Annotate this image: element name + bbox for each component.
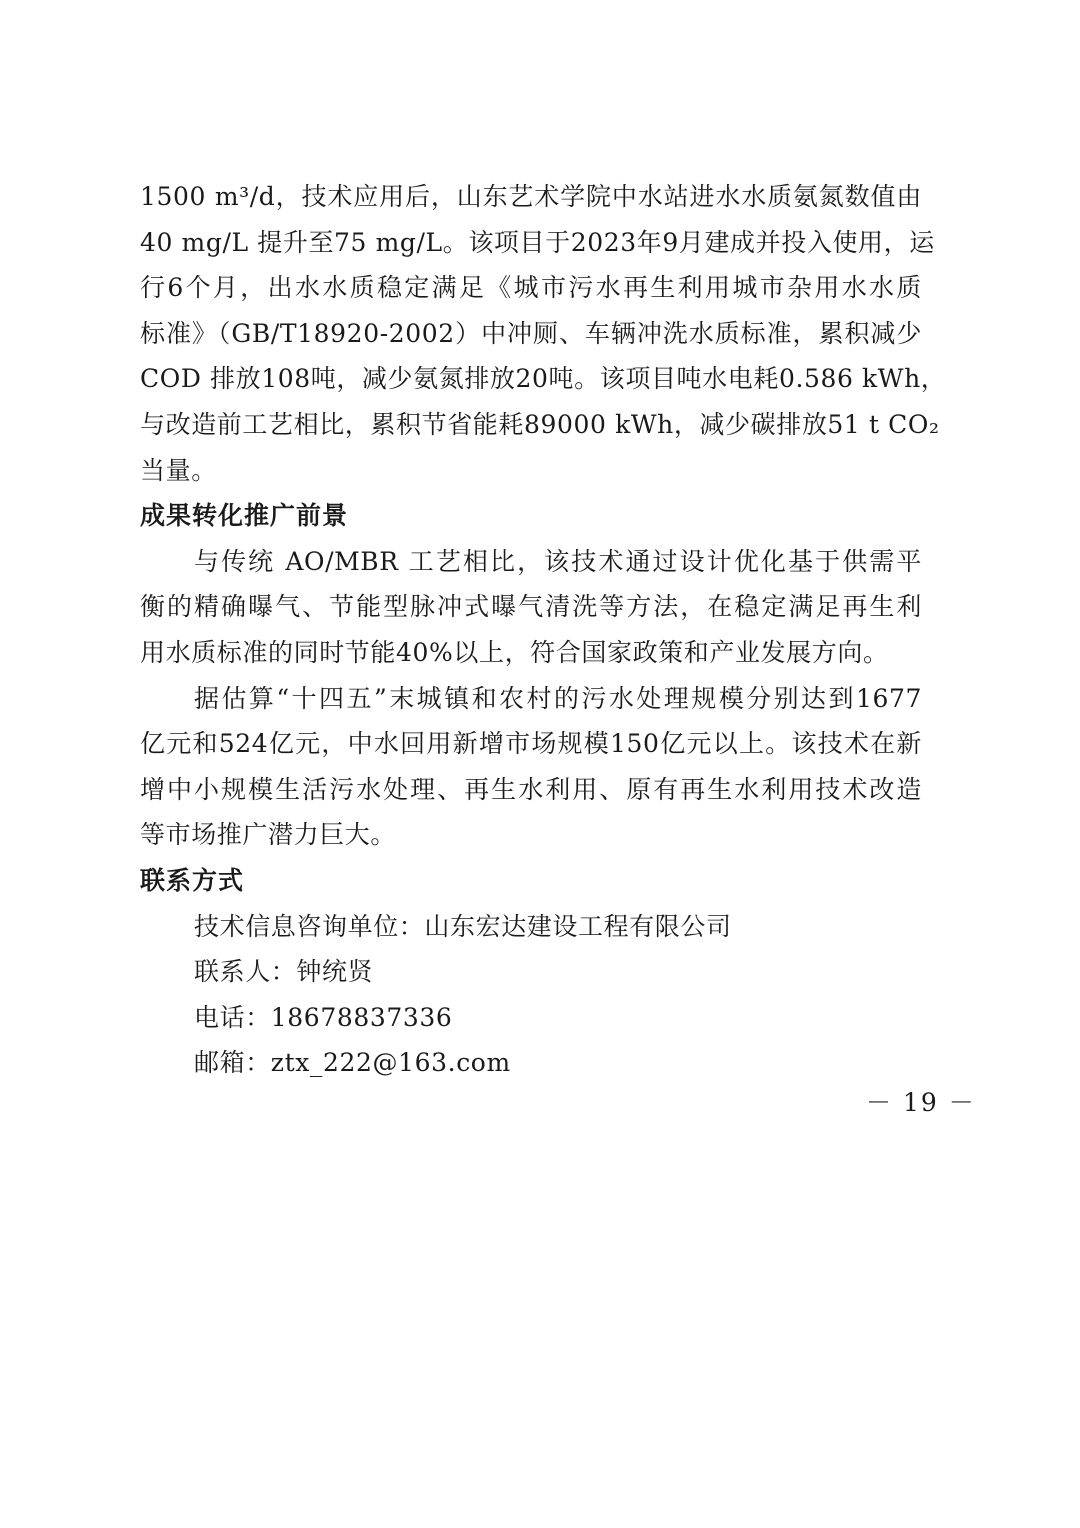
contact-organization: 技术信息咨询单位：山东宏达建设工程有限公司 xyxy=(194,911,732,941)
text-line: 行6个月，出水水质稳定满足《城市污水再生利用城市杂用水水质 xyxy=(140,273,922,303)
page-content xyxy=(140,174,947,1086)
text-line: 当量。 xyxy=(140,455,217,485)
prospects-paragraph-1 xyxy=(140,539,922,676)
contact-block xyxy=(140,904,922,1086)
text-line: 40 mg/L 提升至75 mg/L。该项目于2023年9月建成并投入使用，运 xyxy=(140,227,935,257)
text-line: 用水质标准的同时节能40%以上，符合国家政策和产业发展方向。 xyxy=(140,637,889,667)
text-line: COD 排放108吨，减少氨氮排放20吨。该项目吨水电耗0.586 kWh， xyxy=(140,364,947,394)
contact-email: 邮箱：ztx_222@163.com xyxy=(194,1048,511,1078)
intro-paragraph xyxy=(140,174,947,493)
contact-person: 联系人：钟统贤 xyxy=(194,957,374,987)
section-heading-contact: 联系方式 xyxy=(140,865,245,895)
text-line: 等市场推广潜力巨大。 xyxy=(140,820,397,850)
text-line: 与传统 AO/MBR 工艺相比，该技术通过设计优化基于供需平 xyxy=(194,546,922,576)
text-line: 标准》（GB/T18920-2002）中冲厕、车辆冲洗水质标准，累积减少 xyxy=(140,318,922,348)
section-heading-prospects: 成果转化推广前景 xyxy=(140,501,349,531)
contact-phone: 电话：18678837336 xyxy=(194,1002,453,1032)
text-line: 与改造前工艺相比，累积节省能耗89000 kWh，减少碳排放51 t CO₂ xyxy=(140,409,940,439)
page-number: － 19 － xyxy=(866,1088,976,1117)
prospects-paragraph-2 xyxy=(140,676,922,858)
text-line: 亿元和524亿元，中水回用新增市场规模150亿元以上。该技术在新 xyxy=(140,729,922,759)
text-line: 衡的精确曝气、节能型脉冲式曝气清洗等方法，在稳定满足再生利 xyxy=(140,592,922,622)
text-line: 增中小规模生活污水处理、再生水利用、原有再生水利用技术改造 xyxy=(140,774,922,804)
text-line: 据估算“十四五”末城镇和农村的污水处理规模分别达到1677 xyxy=(194,683,922,713)
text-line: 1500 m³/d，技术应用后，山东艺术学院中水站进水水质氨氮数值由 xyxy=(140,182,922,211)
